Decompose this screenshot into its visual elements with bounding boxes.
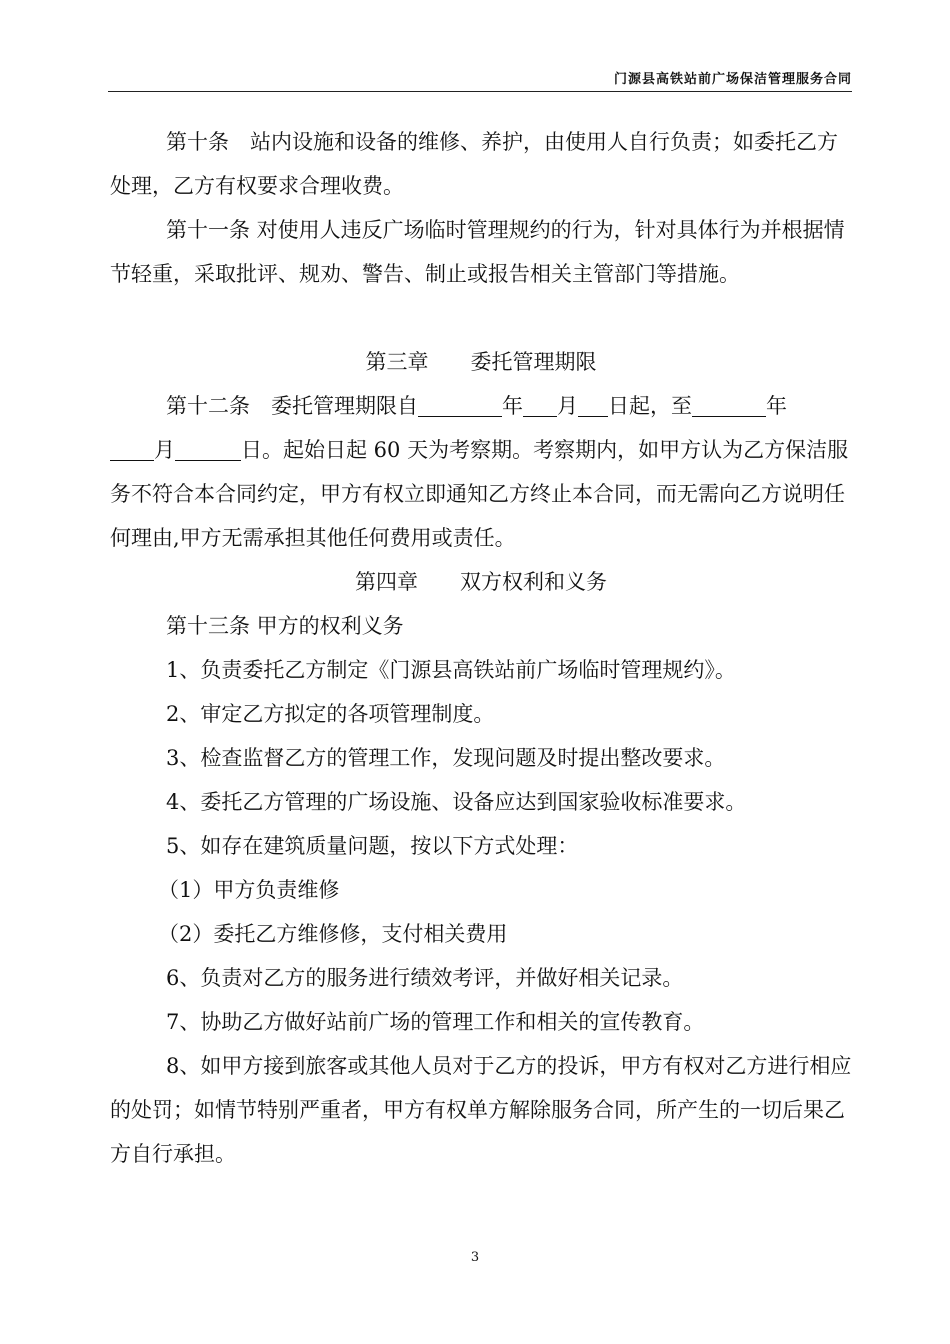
list-item: 2、审定乙方拟定的各项管理制度。 <box>166 702 495 726</box>
blank-start-month <box>523 390 557 417</box>
month-label-2: 月 <box>154 438 175 462</box>
blank-start-day <box>578 390 608 417</box>
list-subitem: （2）委托乙方维修修，支付相关费用 <box>158 922 508 946</box>
document-body <box>110 120 852 1176</box>
header-rule <box>108 91 852 92</box>
blank-start-year <box>418 390 502 417</box>
day-label-1: 日起，至 <box>608 394 692 418</box>
article-10: 第十条 站内设施和设备的维修、养护，由使用人自行负责；如委托乙方处理，乙方有权要求合理收费。 <box>110 130 838 198</box>
article-12-start: 第十二条 委托管理期限自 <box>166 394 418 418</box>
article-12-rest: 日。起始日起 60 天为考察期。考察期内，如甲方认为乙方保洁服务不符合本合同约定，甲方有权立即通知乙方终止本合同，而无需向乙方说明任何理由,甲方无需承担其他任何费用或责任。 <box>110 438 849 550</box>
article-12 <box>110 384 852 560</box>
blank-end-day <box>175 434 241 461</box>
blank-end-year <box>692 390 766 417</box>
list-item: 1、负责委托乙方制定《门源县高铁站前广场临时管理规约》。 <box>166 658 736 682</box>
article-13-title: 第十三条 甲方的权利义务 <box>166 614 404 638</box>
list-item: 7、协助乙方做好站前广场的管理工作和相关的宣传教育。 <box>166 1010 705 1034</box>
list-item: 6、负责对乙方的服务进行绩效考评，并做好相关记录。 <box>166 966 684 990</box>
month-label-1: 月 <box>557 394 578 418</box>
year-label-1: 年 <box>502 394 523 418</box>
year-label-2: 年 <box>766 394 787 418</box>
running-header: 门源县高铁站前广场保洁管理服务合同 <box>613 72 852 87</box>
article-11: 第十一条 对使用人违反广场临时管理规约的行为，针对具体行为并根据情节轻重，采取批评、规劝、警告、制止或报告相关主管部门等措施。 <box>110 218 845 286</box>
blank-end-month <box>110 434 154 461</box>
chapter-4-heading: 第四章 双方权利和义务 <box>355 570 607 594</box>
list-item: 4、委托乙方管理的广场设施、设备应达到国家验收标准要求。 <box>166 790 747 814</box>
page-number: 3 <box>470 1250 480 1265</box>
list-item: 8、如甲方接到旅客或其他人员对于乙方的投诉，甲方有权对乙方进行相应的处罚；如情节特别严重者，甲方有权单方解除服务合同，所产生的一切后果乙方自行承担。 <box>110 1054 852 1166</box>
list-item: 3、检查监督乙方的管理工作，发现问题及时提出整改要求。 <box>166 746 726 770</box>
chapter-3-heading: 第三章 委托管理期限 <box>365 350 597 374</box>
spacer <box>110 296 852 340</box>
list-subitem: （1）甲方负责维修 <box>158 878 340 902</box>
list-item: 5、如存在建筑质量问题，按以下方式处理： <box>166 834 579 858</box>
